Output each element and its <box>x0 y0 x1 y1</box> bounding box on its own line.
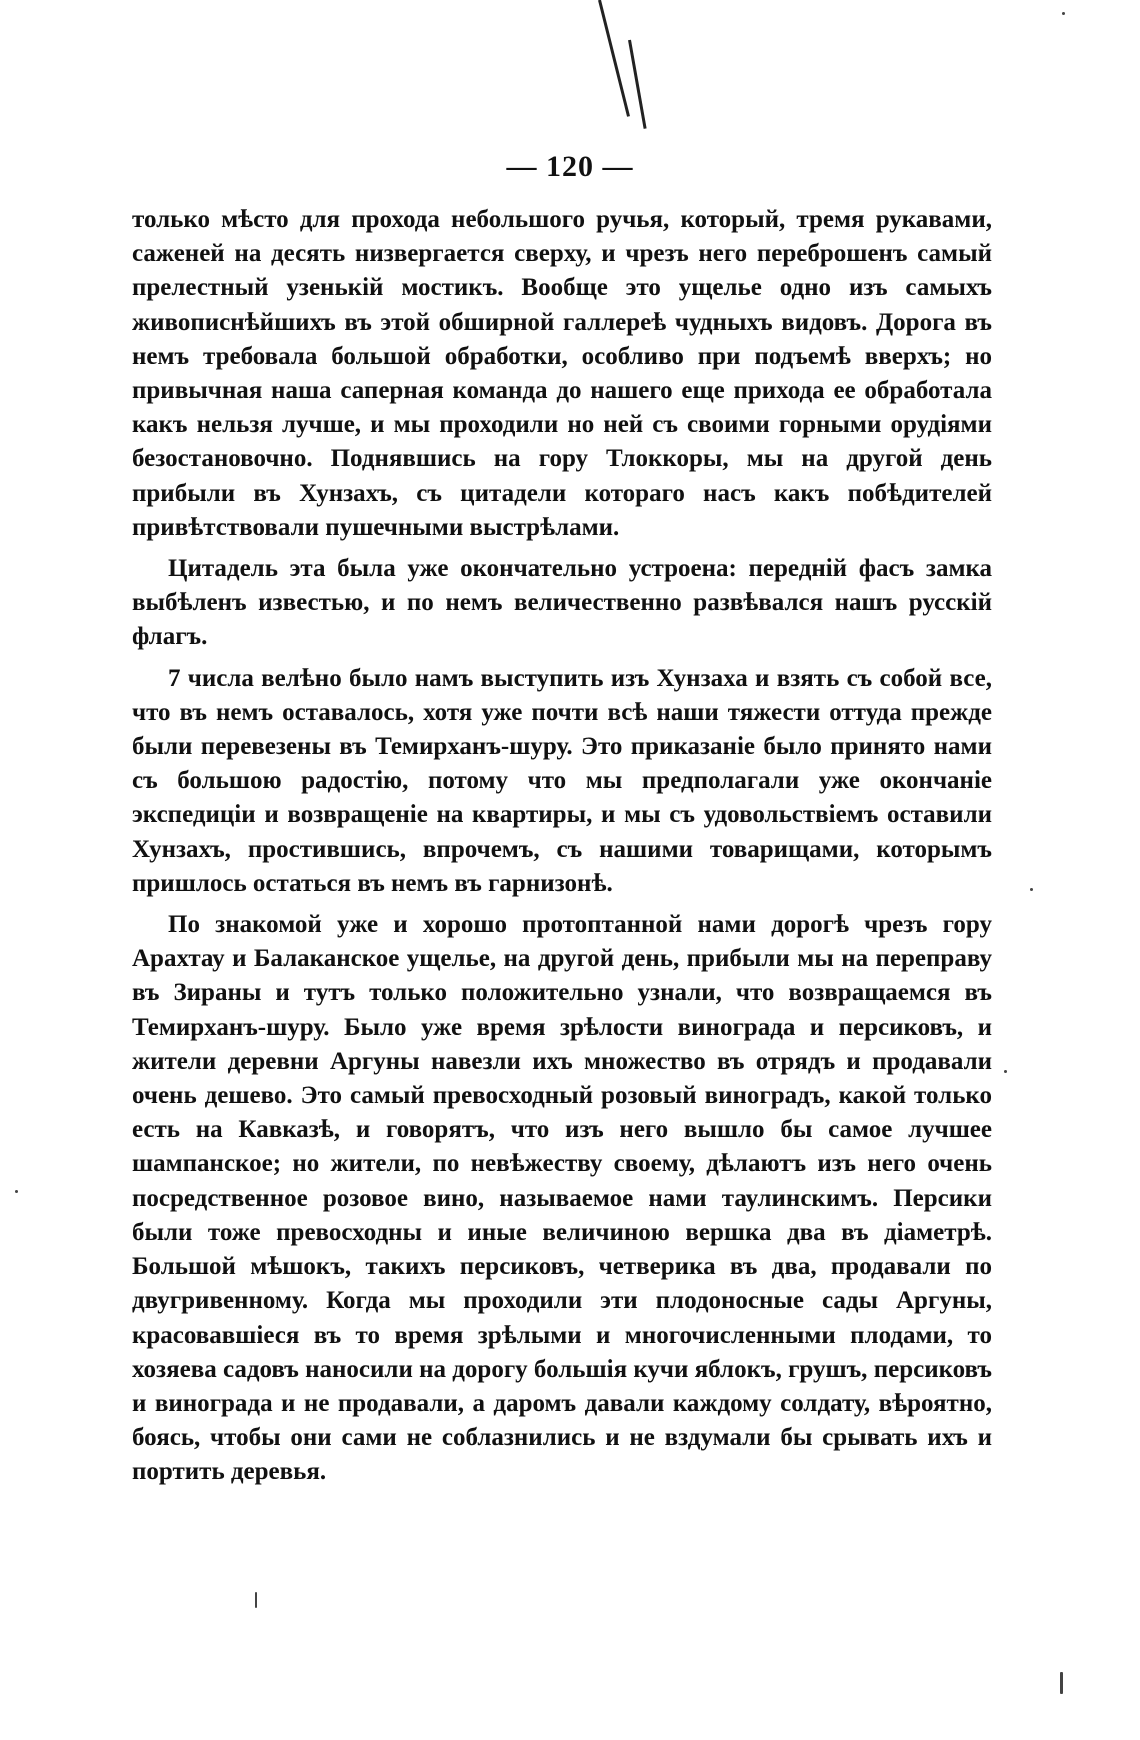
scan-speck <box>15 1190 18 1193</box>
scan-speck <box>1062 12 1065 15</box>
scan-speck <box>1004 1070 1007 1073</box>
paragraph: 7 числа велѣно было намъ выступить изъ Хунзаха и взять съ собой все, что въ немъ оставалось, хотя уже почти всѣ наши тяжести оттуда прежде были перевезены въ Темирханъ-шуру. Это приказаніе было принято нами съ большою радостію, потому что мы предполагали уже окончаніе экспедиціи и возвращеніе на квартиры, и мы съ удовольствіемъ оставили Хунзахъ, простившись, впрочемъ, съ нашими товарищами, которымъ пришлось остаться въ немъ въ гарнизонѣ. <box>132 664 992 897</box>
page-number: — 120 — <box>506 150 634 183</box>
body-text <box>132 203 992 1490</box>
paragraph: Цитадель эта была уже окончательно устроена: передній фасъ замка выбѣленъ известью, и по немъ величественно развѣвался нашъ русскій флагъ. <box>132 555 992 651</box>
scan-speck <box>1060 1672 1063 1694</box>
scan-mark-top <box>598 0 630 117</box>
scan-speck <box>1030 888 1033 891</box>
paragraph: По знакомой уже и хорошо протоптанной нами дорогѣ чрезъ гору Арахтау и Балаканское ущелье, на другой день, прибыли мы на переправу въ Зираны и тутъ только положительно узнали, что возвращаемся въ Темирханъ-шуру. Было уже время зрѣлости винограда и персиковъ, и жители деревни Аргуны навезли ихъ множество въ отрядъ и продавали очень дешево. Это самый превосходный розовый виноградъ, какой только есть на Кавказѣ, и говорятъ, что изъ него вышло бы самое лучшее шампанское; но жители, по невѣжеству своему, дѣлаютъ изъ него очень посредственное розовое вино, называемое нами таулинскимъ. Персики были тоже превосходны и иные величиною вершка два въ діаметрѣ. Большой мѣшокъ, такихъ персиковъ, четверика въ два, продавали по двугривенному. Когда мы проходили эти плодоносные сады Аргуны, красовавшіеся въ то время зрѣлыми и многочисленными плодами, то хозяева садовъ наносили на дорогу большія кучи яблокъ, грушъ, персиковъ и винограда и не продавали, а даромъ давали каждому солдату, вѣроятно, боясь, чтобы они сами не соблазнились и не вздумали бы срывать ихъ и портить деревья. <box>132 911 992 1486</box>
scan-mark-top-2 <box>628 40 647 129</box>
scan-speck <box>255 1592 257 1608</box>
paragraph: только мѣсто для прохода небольшого ручья, который, тремя рукавами, саженей на десять низвергается сверху, и чрезъ него переброшенъ самый прелестный узенькій мостикъ. Вообще это ущелье одно изъ самыхъ живописнѣйшихъ въ этой обширной галлереѣ чудныхъ видовъ. Дорога въ немъ требовала большой обработки, особливо при подъемѣ вверхъ; но привычная наша саперная команда до нашего еще прихода ее обработала какъ нельзя лучше, и мы проходили но ней съ своими горными орудіями безостановочно. Поднявшись на гору Тлоккоры, мы на другой день прибыли въ Хунзахъ, съ цитадели котораго насъ какъ побѣдителей привѣтствовали пушечными выстрѣлами. <box>132 206 992 541</box>
